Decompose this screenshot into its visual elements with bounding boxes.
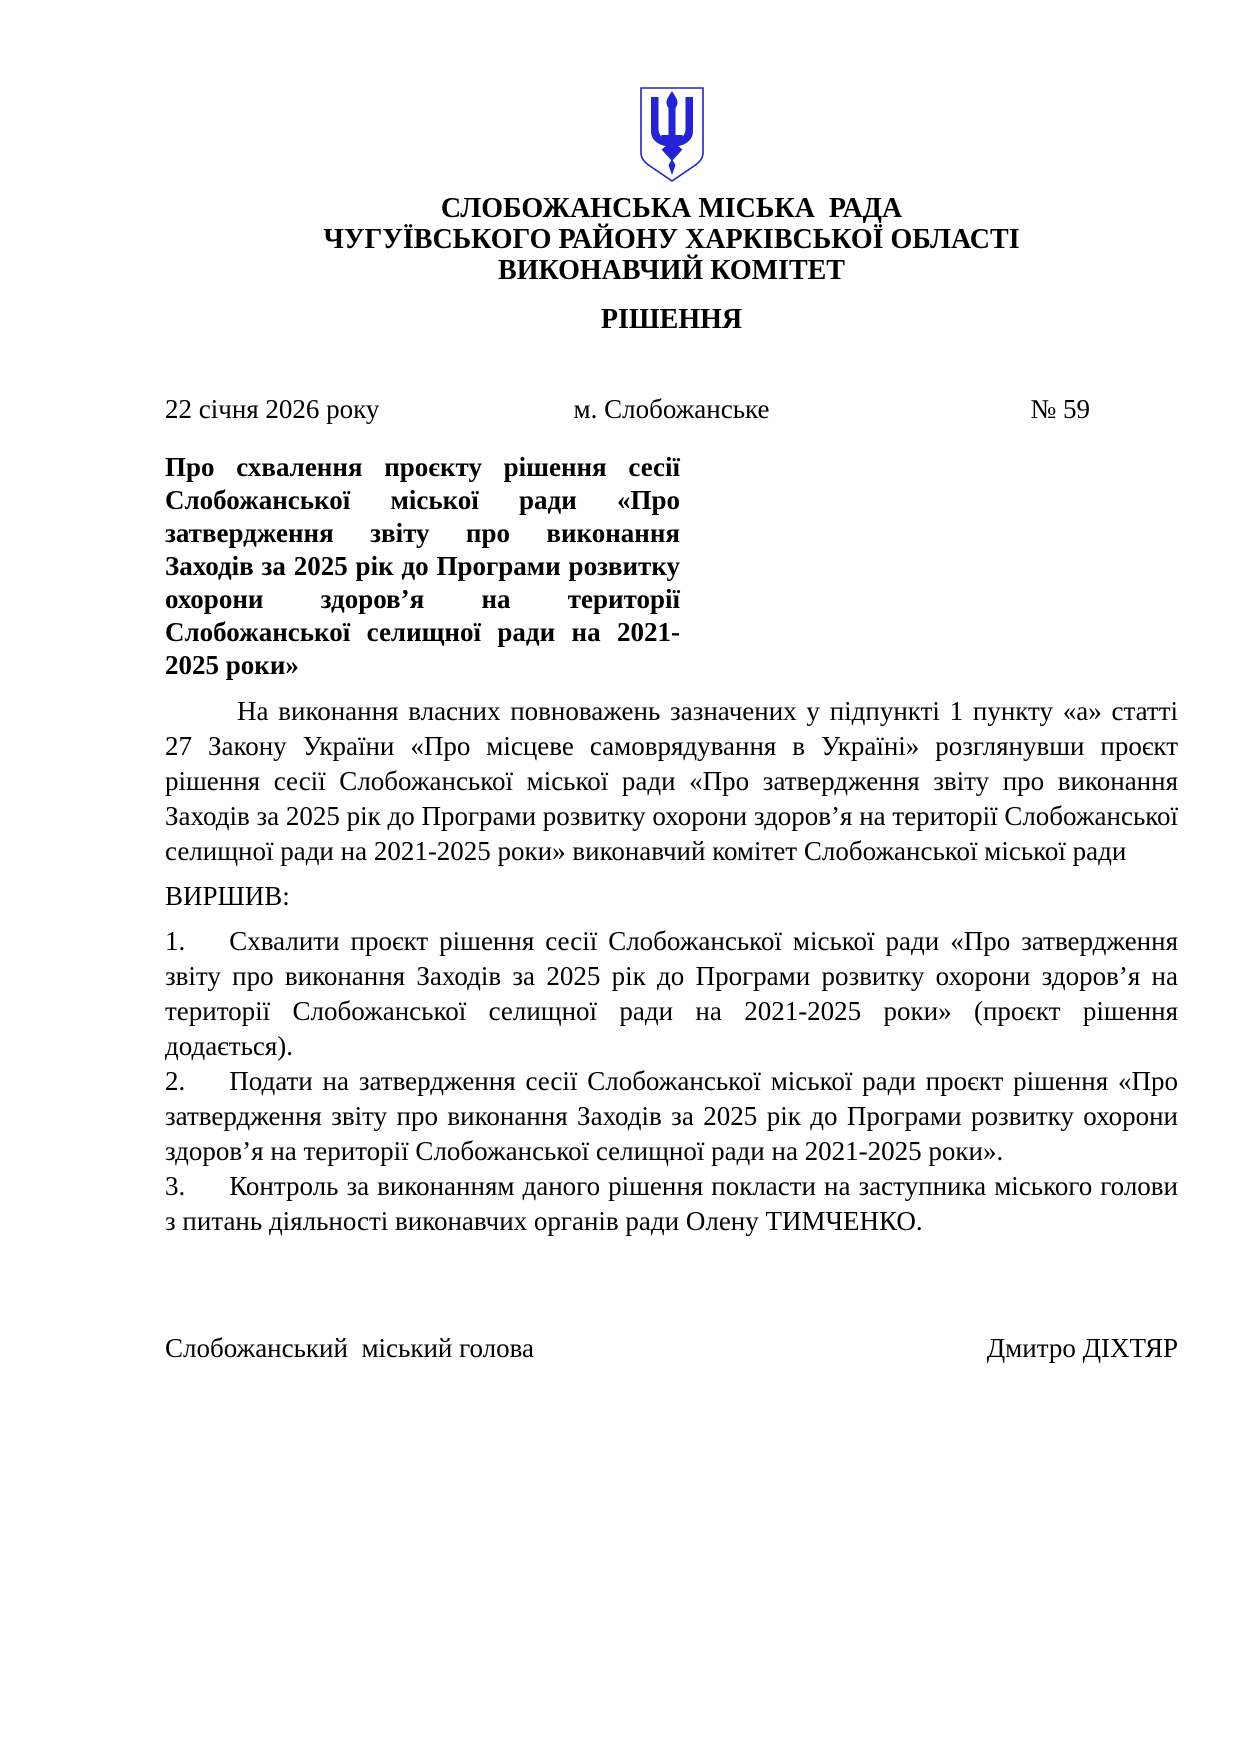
org-name-line3: ВИКОНАВЧИЙ КОМІТЕТ [498, 255, 845, 286]
org-name-line2: ЧУГУЇВСЬКОГО РАЙОНУ ХАРКІВСЬКОЇ ОБЛАСТІ [323, 224, 1020, 255]
item-2-text: Подати на затвердження сесії Слобожанської міської ради проєкт рішення «Про затвердження звіту про виконання Заходів за 2025 рік до Програми розвитку охорони здоров’я на території Слобожанської селищної ради на 2021-2025 роки». [165, 1066, 1178, 1166]
document-place: м. Слобожанське [573, 394, 770, 424]
resolved-label: ВИРШИВ: [165, 881, 290, 911]
signature-row [165, 1331, 1178, 1366]
resolution-item-2 [165, 1064, 1178, 1169]
trident-coat-of-arms-icon [637, 85, 707, 185]
org-name-line1: СЛОБОЖАНСЬКА МІСЬКА РАДА [440, 193, 903, 224]
signature-title: Слобожанський міський голова [165, 1333, 534, 1363]
resolution-item-3 [165, 1169, 1178, 1239]
resolution-items [165, 924, 1178, 1239]
item-1-number: 1. [165, 926, 186, 956]
organization-header [165, 193, 1178, 286]
item-3-number: 3. [165, 1171, 186, 1201]
preamble-paragraph: На виконання власних повноважень зазначених у підпункті 1 пункту «а» статті 27 Закону України «Про місцеве самоврядування в Україні» розглянувши проєкт рішення сесії Слобожанської міської ради «Про затвердження звіту про виконання Заходів за 2025 рік до Програми розвитку охорони здоров’я на території Слобожанської селищної ради на 2021-2025 роки» виконавчий комітет Слобожанської міської ради [165, 696, 1179, 866]
signature-name: Дмитро ДІХТЯР [986, 1333, 1178, 1363]
item-2-number: 2. [165, 1066, 186, 1096]
subject-paragraph: Про схвалення проєкту рішення сесії Слобожанської міської ради «Про затвердження звіту про виконання Заходів за 2025 рік до Програми розвитку охорони здоров’я на території Слобожанської селищної ради на 2021-2025 роки» [165, 452, 680, 680]
item-3-text: Контроль за виконанням даного рішення покласти на заступника міського голови з питань діяльності виконавчих органів ради Олену ТИМЧЕНКО. [165, 1171, 1178, 1236]
resolution-item-1 [165, 924, 1178, 1064]
document-type-title: РІШЕННЯ [600, 304, 743, 335]
document-number: № 59 [1030, 394, 1090, 424]
document-date: 22 січня 2026 року [165, 394, 380, 424]
document-meta-row [165, 392, 1178, 427]
item-1-text: Схвалити проєкт рішення сесії Слобожанської міської ради «Про затвердження звіту про виконання Заходів за 2025 рік до Програми розвитку охорони здоров’я на території Слобожанської селищної ради на 2021-2025 роки» (проєкт рішення додається). [165, 926, 1178, 1061]
